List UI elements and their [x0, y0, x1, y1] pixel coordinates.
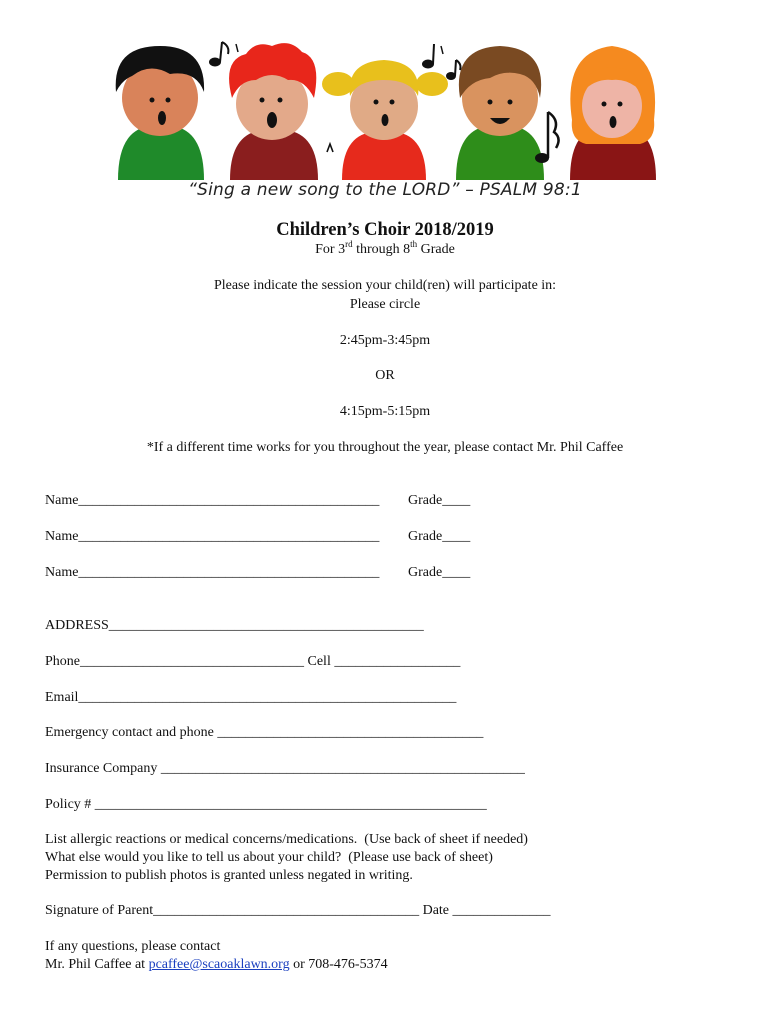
- child-5-figure: [570, 46, 656, 180]
- phone-cell-field[interactable]: Phone________________________________ Cell __________________: [45, 654, 461, 669]
- or-separator: OR: [375, 368, 395, 383]
- contact-line: Mr. Phil Caffee at pcaffee@scaoaklawn.org or 708-476-5374: [45, 957, 388, 972]
- email-field[interactable]: Email______________________________________________________: [45, 690, 457, 705]
- child-grade-field-1[interactable]: Grade____: [408, 493, 471, 508]
- circle-instruction: Please circle: [349, 297, 421, 312]
- contact-intro: If any questions, please contact: [45, 939, 221, 954]
- insurance-company-field[interactable]: Insurance Company ____________________________________________________: [45, 761, 525, 776]
- grade-range-subtitle: For 3rd through 8th Grade: [315, 239, 455, 257]
- child-grade-field-2[interactable]: Grade____: [408, 529, 471, 544]
- emergency-contact-field[interactable]: Emergency contact and phone ______________________________________: [45, 725, 484, 740]
- music-note-icon: [535, 112, 559, 163]
- child-grade-field-3[interactable]: Grade____: [408, 565, 471, 580]
- singing-children-illustration: [0, 0, 770, 190]
- session-instruction: Please indicate the session your child(ren) will participate in:: [213, 278, 557, 293]
- session-option-early[interactable]: 2:45pm-3:45pm: [339, 333, 431, 348]
- photo-permission-note: Permission to publish photos is granted unless negated in writing.: [45, 868, 413, 883]
- child-name-field-2[interactable]: Name___________________________________________: [45, 529, 380, 544]
- child-1-figure: [116, 46, 204, 180]
- alternate-time-note: *If a different time works for you throughout the year, please contact Mr. Phil Caffee: [146, 440, 624, 455]
- policy-number-field[interactable]: Policy # ________________________________________________________: [45, 797, 487, 812]
- caret-mark-icon: [327, 144, 333, 152]
- child-4-figure: [456, 46, 544, 180]
- child-2-figure: [229, 43, 318, 180]
- child-info-instruction: What else would you like to tell us about your child? (Please use back of sheet): [45, 850, 493, 865]
- signature-date-field[interactable]: Signature of Parent______________________________________ Date ______________: [45, 903, 551, 918]
- psalm-verse: “Sing a new song to the LORD” – PSALM 98:1: [188, 180, 582, 200]
- address-field[interactable]: ADDRESS_____________________________________________: [45, 618, 424, 633]
- child-3-figure: [322, 60, 448, 180]
- child-name-field-1[interactable]: Name___________________________________________: [45, 493, 380, 508]
- contact-email-link[interactable]: pcaffee@scaoaklawn.org: [148, 957, 290, 972]
- child-name-field-3[interactable]: Name___________________________________________: [45, 565, 380, 580]
- allergy-instruction: List allergic reactions or medical concerns/medications. (Use back of sheet if needed): [45, 832, 528, 847]
- session-option-late[interactable]: 4:15pm-5:15pm: [339, 404, 431, 419]
- page-title: Children’s Choir 2018/2019: [276, 220, 494, 240]
